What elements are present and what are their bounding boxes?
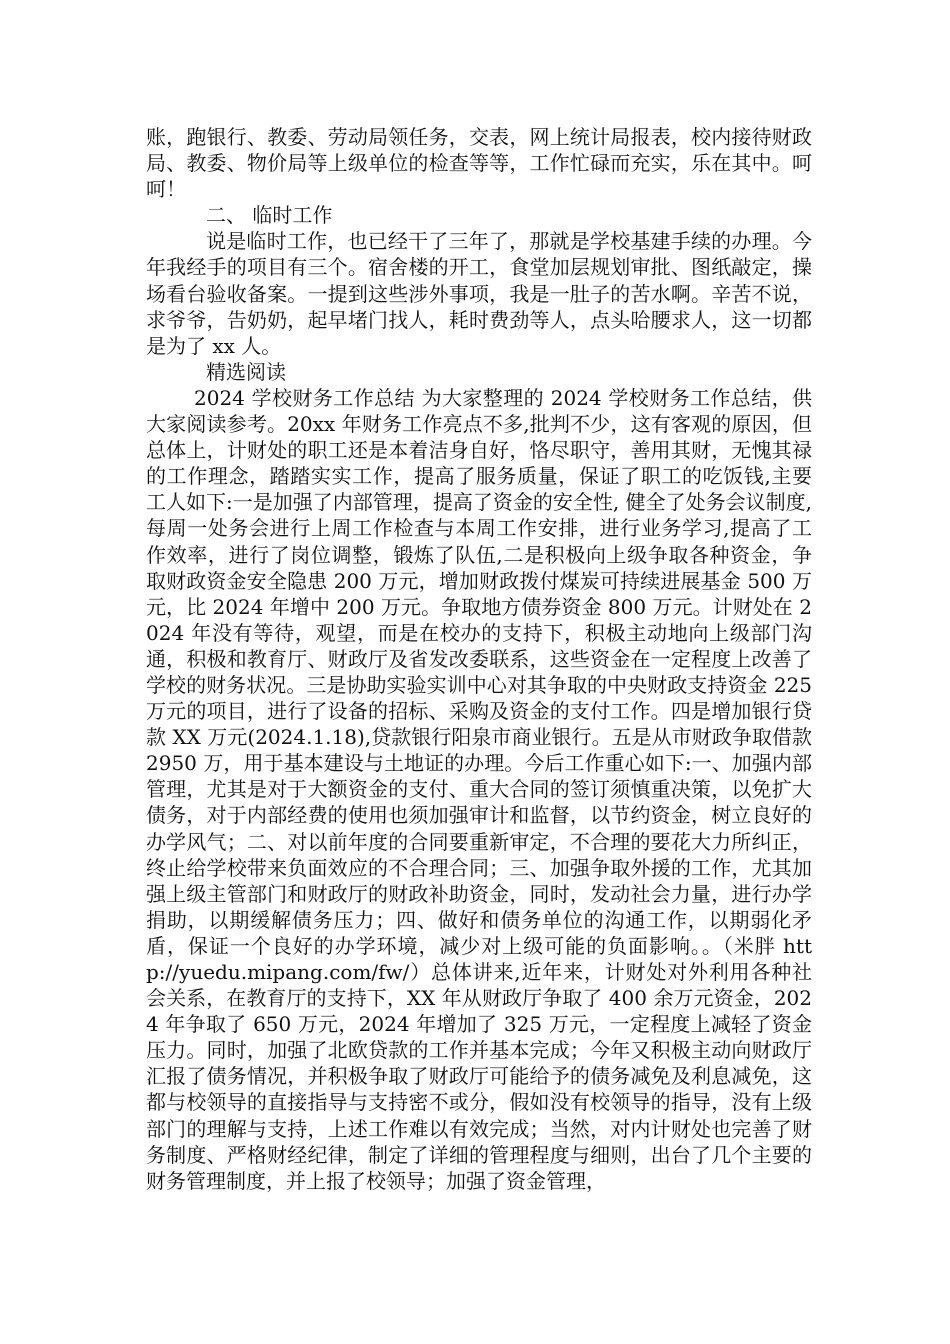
paragraph-continued: 账，跑银行、教委、劳动局领任务，交表，网上统计局报表，校内接待财政局、教委、物价局等上级单位的检查等等，工作忙碌而充实，乐在其中。呵呵！ <box>146 125 812 202</box>
section-heading-temporary-work: 二、 临时工作 <box>206 203 333 228</box>
section-heading-featured-reading: 精选阅读 <box>206 359 286 384</box>
paragraph-temporary-work: 说是临时工作，也已经干了三年了，那就是学校基建手续的办理。今年我经手的项目有三个。宿舍楼的开工，食堂加层规划审批、图纸敲定，操场看台验收备案。一提到这些涉外事项，我是一肚子的苦水啊。辛苦不说，求爷爷，告奶奶，起早堵门找人，耗时费劲等人，点头哈腰求人，这一切都是为了 xx 人。 <box>146 229 812 358</box>
document-body <box>146 124 812 1194</box>
paragraph-financial-summary: 2024 学校财务工作总结 为大家整理的 2024 学校财务工作总结，供大家阅读参考。20xx 年财务工作亮点不多,批判不少，这有客观的原因，但总体上，计财处的职工还是本着洁身自好，恪尽职守，善用其财，无愧其禄的工作理念，踏踏实实工作，提高了服务质量，保证了职工的吃饭钱,主要工人如下:一是加强了内部管理，提高了资金的安全性, 健全了处务会议制度,每周一处务会进行上周工作检查与本周工作安排，进行业务学习,提高了工作效率，进行了岗位调整，锻炼了队伍,二是积极向上级争取各种资金，争取财政资金安全隐患 200 万元，增加财政拨付煤炭可持续进展基金 500 万元，比 2024 年增中 200 万元。争取地方债券资金 800 万元。计财处在 2024 年没有等待，观望，而是在校办的支持下，积极主动地向上级部门沟通，积极和教育厅、财政厅及省发改委联系，这些资金在一定程度上改善了学校的财务状况。三是协助实验实训中心对其争取的中央财政支持资金 225 万元的项目，进行了设备的招标、采购及资金的支付工作。四是增加银行贷款 XX 万元(2024.1.18),贷款银行阳泉市商业银行。五是从市财政争取借款 2950 万，用于基本建设与土地证的办理。今后工作重心如下:一、加强内部管理，尤其是对于大额资金的支付、重大合同的签订须慎重决策，以免扩大债务，对于内部经费的使用也须加强审计和监督，以节约资金，树立良好的办学风气；二、对以前年度的合同要重新审定，不合理的要花大力所纠正，终止给学校带来负面效应的不合理合同；三、加强争取外援的工作，尤其加强上级主管部门和财政厅的财政补助资金，同时，发动社会力量，进行办学捐助，以期缓解债务压力；四、做好和债务单位的沟通工作，以期弱化矛盾，保证一个良好的办学环境，减少对上级可能的负面影响。。（米胖 http://yuedu.mipang.com/fw/）总体讲来,近年来，计财处对外利用各种社会关系，在教育厅的支持下，XX 年从财政厅争取了 400 余万元资金，2024 年争取了 650 万元，2024 年增加了 325 万元，一定程度上减轻了资金压力。同时，加强了北欧贷款的工作并基本完成；今年又积极主动向财政厅汇报了债务情况，并积极争取了财政厅可能给予的债务减免及利息减免，这都与校领导的直接指导与支持密不或分，假如没有校领导的指导，没有上级部门的理解与支持，上述工作难以有效完成；当然，对内计财处也完善了财务制度、严格财经纪律，制定了详细的管理程度与细则，出台了几个主要的财务管理制度，并上报了校领导；加强了资金管理， <box>146 385 812 1193</box>
